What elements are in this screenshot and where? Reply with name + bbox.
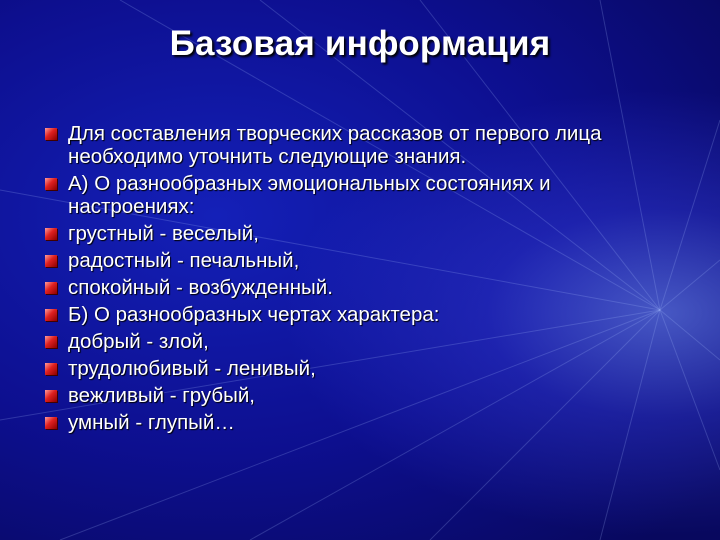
bullet-text: трудолюбивый - ленивый, <box>68 357 316 380</box>
bullet-item <box>42 249 682 272</box>
bullet-item <box>42 276 682 299</box>
slide-title: Базовая информация <box>169 24 551 63</box>
red-square-bullet-icon <box>45 309 57 321</box>
red-square-bullet-icon <box>45 336 57 348</box>
bullet-item <box>42 222 682 245</box>
bullet-item <box>42 411 682 434</box>
bullet-text: умный - глупый… <box>68 411 235 434</box>
red-square-bullet-icon <box>45 282 57 294</box>
bullet-text: Для составления творческих рассказов от первого лица необходимо уточнить следующие знания. <box>68 122 602 168</box>
red-square-bullet-icon <box>45 417 57 429</box>
red-square-bullet-icon <box>45 255 57 267</box>
bullet-text: радостный - печальный, <box>68 249 300 272</box>
bullet-text: вежливый - грубый, <box>68 384 256 407</box>
bullet-text: спокойный - возбужденный. <box>68 276 333 299</box>
red-square-bullet-icon <box>45 390 57 402</box>
red-square-bullet-icon <box>45 178 57 190</box>
bullet-text: Б) О разнообразных чертах характера: <box>68 303 440 326</box>
red-square-bullet-icon <box>45 128 57 140</box>
bullet-item <box>42 172 682 218</box>
bullet-text: добрый - злой, <box>68 330 209 353</box>
bullet-item <box>42 330 682 353</box>
bullet-item <box>42 303 682 326</box>
red-square-bullet-icon <box>45 363 57 375</box>
bullet-item <box>42 384 682 407</box>
bullet-list <box>42 122 682 438</box>
bullet-text: А) О разнообразных эмоциональных состояниях и настроениях: <box>68 172 551 218</box>
bullet-item <box>42 122 682 168</box>
bullet-text: грустный - веселый, <box>68 222 259 245</box>
bullet-item <box>42 357 682 380</box>
red-square-bullet-icon <box>45 228 57 240</box>
